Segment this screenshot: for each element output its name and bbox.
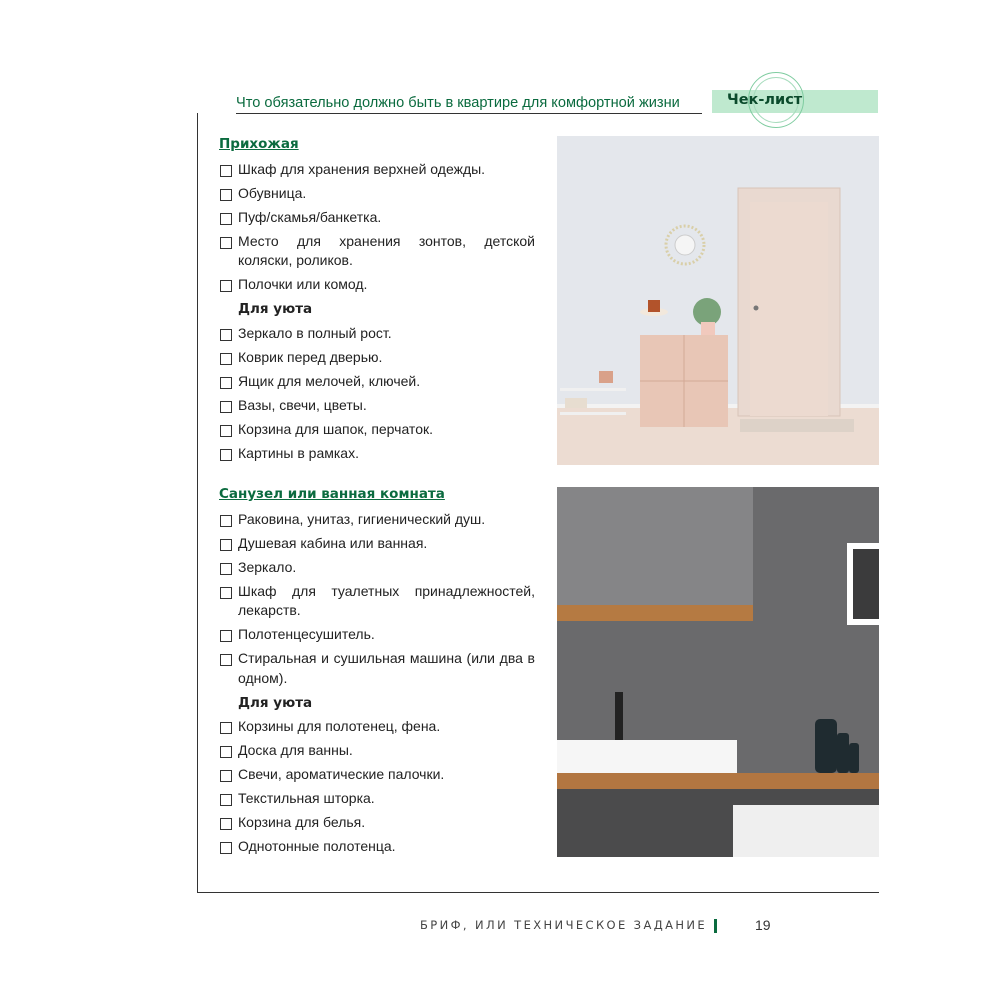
checklist-item[interactable] bbox=[219, 837, 535, 857]
checkbox-icon[interactable] bbox=[220, 842, 232, 854]
checklist-item-label: Обувница. bbox=[238, 184, 307, 201]
checkbox-icon[interactable] bbox=[220, 377, 232, 389]
checklist-item[interactable] bbox=[219, 232, 535, 271]
section-title: Прихожая bbox=[219, 136, 299, 152]
checklist-item-label: Корзины для полотенец, фена. bbox=[238, 718, 441, 734]
checklist-item-label: Свечи, ароматические палочки. bbox=[238, 766, 445, 782]
checkbox-icon[interactable] bbox=[220, 425, 232, 437]
checklist-item[interactable] bbox=[219, 813, 535, 833]
page-header-title: Что обязательно должно быть в квартире для комфортной жизни bbox=[236, 95, 680, 111]
checkbox-icon[interactable] bbox=[220, 722, 232, 734]
checkbox-icon[interactable] bbox=[220, 818, 232, 830]
checkbox-icon[interactable] bbox=[220, 165, 232, 177]
bathroom-photo bbox=[557, 487, 879, 857]
hallway-photo bbox=[557, 136, 879, 465]
checkbox-icon[interactable] bbox=[220, 794, 232, 806]
bathroom-illustration bbox=[557, 487, 879, 857]
checklist-item-label: Корзина для белья. bbox=[238, 814, 366, 830]
checklist-item[interactable] bbox=[219, 275, 535, 295]
checklist-item-label: Доска для ванны. bbox=[238, 742, 353, 758]
comfort-checklist bbox=[219, 324, 535, 464]
checklist-item-label: Ящик для мелочей, ключей. bbox=[238, 372, 421, 389]
checkbox-icon[interactable] bbox=[220, 770, 232, 782]
frame-left-line bbox=[197, 113, 198, 893]
checklist-item-label: Полочки или комод. bbox=[238, 276, 368, 292]
checkbox-icon[interactable] bbox=[220, 746, 232, 758]
checklist-item[interactable] bbox=[219, 444, 535, 464]
checklist-item[interactable] bbox=[219, 717, 535, 737]
checklist-item[interactable] bbox=[219, 372, 535, 392]
page-number: 19 bbox=[755, 917, 771, 933]
checklist-item[interactable] bbox=[219, 789, 535, 809]
checklist-item-label: Шкаф для туалетных принадлежностей, лекарств. bbox=[238, 582, 535, 618]
checkbox-icon[interactable] bbox=[220, 449, 232, 461]
checklist-item[interactable] bbox=[219, 510, 535, 530]
checklist-item[interactable] bbox=[219, 396, 535, 416]
checkbox-icon[interactable] bbox=[220, 353, 232, 365]
checklist-item[interactable] bbox=[219, 324, 535, 344]
checklist-item[interactable] bbox=[219, 649, 535, 688]
checkbox-icon[interactable] bbox=[220, 654, 232, 666]
checkbox-icon[interactable] bbox=[220, 401, 232, 413]
section-hallway bbox=[219, 133, 535, 468]
checklist-item[interactable] bbox=[219, 765, 535, 785]
checklist-item-label: Место для хранения зонтов, детской коляски, роликов. bbox=[238, 232, 535, 268]
checkbox-icon[interactable] bbox=[220, 213, 232, 225]
checklist bbox=[219, 160, 535, 295]
checklist-item-label: Коврик перед дверью. bbox=[238, 348, 383, 365]
section-bathroom bbox=[219, 483, 535, 861]
checklist-item-label: Вазы, свечи, цветы. bbox=[238, 396, 367, 413]
checklist bbox=[219, 510, 535, 689]
checkbox-icon[interactable] bbox=[220, 189, 232, 201]
checklist-item-label: Текстильная шторка. bbox=[238, 790, 375, 806]
checklist-item-label: Шкаф для хранения верхней одежды. bbox=[238, 160, 486, 177]
checklist-item-label: Картины в рамках. bbox=[238, 444, 359, 461]
comfort-checklist bbox=[219, 717, 535, 857]
checkbox-icon[interactable] bbox=[220, 515, 232, 527]
comfort-subtitle: Для уюта bbox=[238, 694, 313, 711]
checklist-item[interactable] bbox=[219, 625, 535, 645]
checklist-item[interactable] bbox=[219, 208, 535, 228]
footer-divider-bar bbox=[714, 919, 717, 933]
checklist-item-label: Стиральная и сушильная машина (или два в одном). bbox=[238, 650, 535, 686]
checklist-item-label: Зеркало. bbox=[238, 558, 297, 575]
checklist-item[interactable] bbox=[219, 558, 535, 578]
checklist-item-label: Однотонные полотенца. bbox=[238, 838, 396, 854]
checklist-item[interactable] bbox=[219, 534, 535, 554]
checklist-item-label: Пуф/скамья/банкетка. bbox=[238, 208, 382, 225]
checkbox-icon[interactable] bbox=[220, 587, 232, 599]
checkbox-icon[interactable] bbox=[220, 237, 232, 249]
checklist-item-label: Полотенцесушитель. bbox=[238, 626, 375, 642]
checkbox-icon[interactable] bbox=[220, 329, 232, 341]
footer-chapter-title: БРИФ, ИЛИ ТЕХНИЧЕСКОЕ ЗАДАНИЕ bbox=[420, 918, 708, 932]
comfort-subtitle: Для уюта bbox=[238, 301, 313, 317]
checklist-item-label: Корзина для шапок, перчаток. bbox=[238, 420, 433, 437]
checklist-item[interactable] bbox=[219, 582, 535, 621]
checklist-item[interactable] bbox=[219, 420, 535, 440]
checklist-item-label: Душевая кабина или ванная. bbox=[238, 534, 428, 551]
checkbox-icon[interactable] bbox=[220, 563, 232, 575]
checklist-item[interactable] bbox=[219, 741, 535, 761]
checklist-item[interactable] bbox=[219, 160, 535, 180]
checkbox-icon[interactable] bbox=[220, 539, 232, 551]
checklist-item-label: Раковина, унитаз, гигиенический душ. bbox=[238, 510, 486, 527]
frame-bottom-line bbox=[197, 892, 879, 893]
checklist-item[interactable] bbox=[219, 184, 535, 204]
checkbox-icon[interactable] bbox=[220, 280, 232, 292]
header-divider bbox=[236, 113, 702, 114]
checkbox-icon[interactable] bbox=[220, 630, 232, 642]
checklist-item-label: Зеркало в полный рост. bbox=[238, 324, 392, 341]
section-title: Санузел или ванная комната bbox=[219, 486, 445, 502]
checklist-badge-label: Чек-лист bbox=[727, 92, 803, 108]
checklist-item[interactable] bbox=[219, 348, 535, 368]
hallway-illustration bbox=[557, 136, 879, 465]
